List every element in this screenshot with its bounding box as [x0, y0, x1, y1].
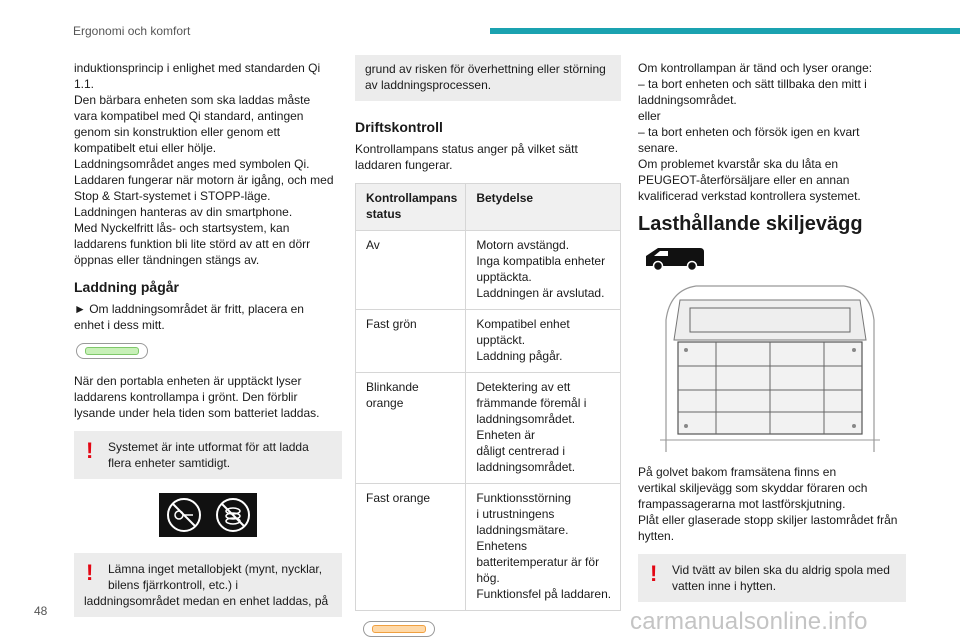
table-row — [356, 310, 621, 373]
table-cell-meaning: Funktionsstörning i utrustningens laddningsmätare. Enhetens batteritemperatur är för hög. Funktionsfel på laddaren. — [466, 484, 621, 611]
warning-icon: ! — [650, 561, 658, 586]
table-cell-status: Fast orange — [356, 484, 466, 611]
page-number: 48 — [34, 604, 48, 618]
table-row — [356, 231, 621, 310]
col1-step: ► Om laddningsområdet är fritt, placera en enhet i dess mitt. — [74, 302, 304, 332]
status-table — [355, 183, 621, 611]
column-3 — [638, 60, 906, 610]
col3-intro: Om kontrollampan är tänd och lyser orange: – ta bort enheten och sätt tillbaka den mitt i laddningsområdet. eller – ta bort enheten och försök igen en kvart senare. Om problemet kvarstår ska du låta en PEUGEOT-återförsäljare eller en annan kvalificerad verkstad kontrollera systemet. — [638, 61, 873, 203]
column-2 — [355, 55, 621, 641]
table-row — [356, 484, 621, 611]
partition-illustration — [656, 280, 884, 452]
no-keys-icon — [165, 496, 203, 534]
header-title: Ergonomi och komfort — [73, 24, 191, 38]
col1-intro: induktionsprincip i enlighet med standarden Qi 1.1. Den bärbara enheten som ska laddas måste vara kompatibel med Qi standard, antingen genom sin konstruktion eller genom ett kompatibelt etui eller hölje. Laddningsområdet anges med symbolen Qi. Laddaren fungerar när motorn är igång, och med Stop & Start-systemet i STOPP-läge. Laddningen hanteras av din smartphone. Med Nyckelfritt lås- och startsystem, kan laddarens funktion bli lite störd av att en dörr öppnas eller tändningen stängs av. — [74, 61, 334, 267]
table-cell-status: Av — [356, 231, 466, 310]
van-icon — [644, 244, 706, 272]
green-indicator-icon — [76, 343, 342, 363]
warning-note-1: ! Systemet är inte utformat för att ladda flera enheter samtidigt. — [74, 431, 342, 479]
watermark: carmanualsonline.info — [630, 608, 868, 635]
warning-note-2: ! Lämna inget metallobjekt (mynt, nycklar, bilens fjärrkontroll, etc.) i laddningsområdet medan en enhet laddas, på — [74, 553, 342, 617]
table-cell-status: Blinkande orange — [356, 373, 466, 484]
warning-icon: ! — [86, 438, 94, 463]
column-1 — [74, 60, 342, 625]
heading-laddning-pagar: Laddning pågår — [74, 279, 179, 295]
table-cell-status: Fast grön — [356, 310, 466, 373]
warning-note-3: ! Vid tvätt av bilen ska du aldrig spola med vatten inne i hytten. — [638, 554, 906, 602]
table-header: Betydelse — [466, 184, 621, 231]
no-metal-objects-icon — [159, 493, 257, 537]
orange-indicator-icon — [363, 621, 621, 641]
col3-body: På golvet bakom framsätena finns en vertikal skiljevägg som skyddar föraren och frampassagerarna mot lastförskjutning. Plåt eller glaserade stopp skiljer lastområdet från hytten. — [638, 465, 898, 543]
table-header-row — [356, 184, 621, 231]
table-cell-meaning: Motorn avstängd. Inga kompatibla enheter upptäckta. Laddningen är avslutad. — [466, 231, 621, 310]
table-cell-meaning: Detektering av ett främmande föremål i laddningsområdet. Enheten är dåligt centrerad i laddningsområdet. — [466, 373, 621, 484]
table-cell-meaning: Kompatibel enhet upptäckt. Laddning pågår. — [466, 310, 621, 373]
table-header: Kontrollampans status — [356, 184, 466, 231]
heading-driftskontroll: Driftskontroll — [355, 119, 443, 135]
col2-intro: Kontrollampans status anger på vilket sätt laddaren fungerar. — [355, 142, 578, 172]
heading-lasthallande-skiljevagg: Lasthållande skiljevägg — [638, 213, 863, 235]
col1-after: När den portabla enheten är upptäckt lyser laddarens kontrollampa i grönt. Den förblir lysande under hela tiden som batteriet laddas. — [74, 374, 320, 420]
header-accent-bar — [490, 28, 960, 34]
no-coins-icon — [214, 496, 252, 534]
warning-note-continued: grund av risken för överhettning eller störning av laddningsprocessen. — [355, 55, 621, 101]
table-row — [356, 373, 621, 484]
warning-icon: ! — [86, 560, 94, 585]
